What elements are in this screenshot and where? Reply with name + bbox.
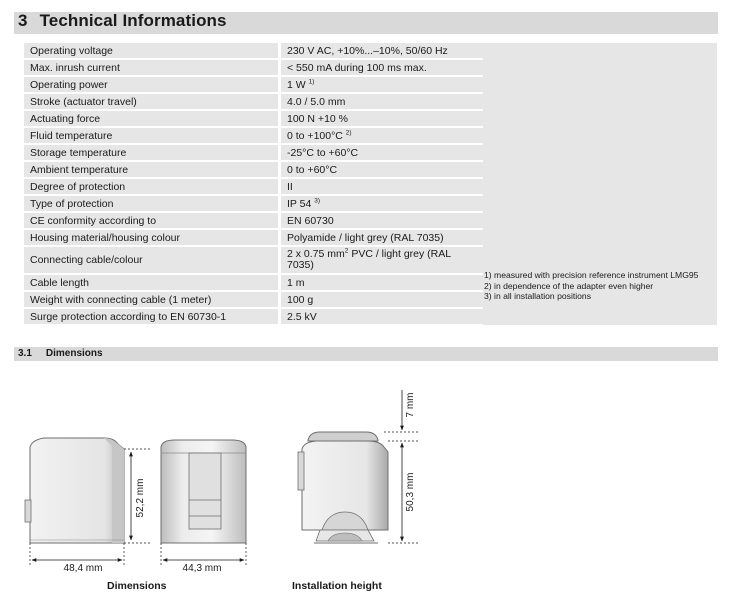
spec-value-text: 0 to +60°C	[287, 163, 338, 176]
spec-label: Degree of protection	[24, 179, 278, 194]
section-number: 3	[18, 11, 28, 30]
spec-value-text: 0 to +100°C	[287, 129, 343, 142]
footnote-ref: 3)	[314, 197, 321, 204]
spec-label: Stroke (actuator travel)	[24, 94, 278, 109]
caption-dimensions: Dimensions	[107, 580, 167, 592]
subsection-number: 3.1	[18, 348, 32, 359]
actuator-installation-view	[298, 390, 418, 543]
spec-value-text: 230 V AC, +10%...–10%, 50/60 Hz	[287, 44, 448, 57]
footnote: 1) measured with precision reference instrument LMG95	[484, 270, 699, 280]
spec-value-text: 100 N +10 %	[287, 112, 349, 125]
spec-label: Surge protection according to EN 60730-1	[24, 309, 278, 324]
spec-label: Cable length	[24, 275, 278, 290]
actuator-side-view	[25, 438, 150, 566]
subsection-title-text: Dimensions	[45, 348, 103, 359]
spec-value-text: 1 W	[287, 78, 306, 91]
spec-label: Housing material/housing colour	[24, 230, 278, 245]
dim-width-side: 48,4 mm	[63, 563, 103, 574]
dim-top-extra: 7 mm	[405, 392, 416, 418]
spec-value-text: 100 g	[287, 293, 314, 306]
spec-label: Actuating force	[24, 111, 278, 126]
spec-value-text: -25°C to +60°C	[287, 146, 359, 159]
footnote-ref: 1)	[308, 78, 315, 85]
spec-label: Fluid temperature	[24, 128, 278, 143]
spec-value-text: 2 x 0.75 mm	[287, 248, 345, 260]
superscript: 2	[344, 247, 349, 255]
spec-value-text: Polyamide / light grey (RAL 7035)	[287, 231, 444, 244]
spec-value-text: PVC / light grey (RAL 7035)	[287, 248, 451, 271]
footnote: 2) in dependence of the adapter even higher	[484, 280, 654, 291]
dim-height-front: 52,2 mm	[135, 478, 146, 518]
spec-value-text: EN 60730	[287, 214, 334, 227]
dim-width-front: 44,3 mm	[182, 563, 222, 574]
spec-label: Storage temperature	[24, 145, 278, 160]
spec-value-text: 2.5 kV	[287, 310, 317, 323]
spec-label: Ambient temperature	[24, 162, 278, 177]
spec-label: Max. inrush current	[24, 60, 278, 75]
spec-label: CE conformity according to	[24, 213, 278, 228]
spec-label: Connecting cable/colour	[24, 247, 278, 273]
spec-label: Operating voltage	[24, 43, 278, 58]
footnote: 3) in all installation positions	[484, 291, 592, 301]
spec-label: Operating power	[24, 77, 278, 92]
spec-value-text: 1 m	[287, 276, 305, 289]
spec-value-text: II	[287, 180, 293, 193]
section-title-text: Technical Informations	[39, 11, 227, 30]
spec-label: Weight with connecting cable (1 meter)	[24, 292, 278, 307]
footnote-ref: 2)	[345, 129, 352, 136]
spec-value-text: < 550 mA during 100 ms max.	[287, 61, 427, 74]
dim-install-height: 50,3 mm	[405, 472, 416, 512]
caption-installation-height: Installation height	[292, 580, 382, 592]
spec-label: Type of protection	[24, 196, 278, 211]
actuator-front-view	[161, 440, 246, 566]
spec-value-text: 4.0 / 5.0 mm	[287, 95, 346, 108]
spec-value-text: IP 54	[287, 197, 312, 210]
